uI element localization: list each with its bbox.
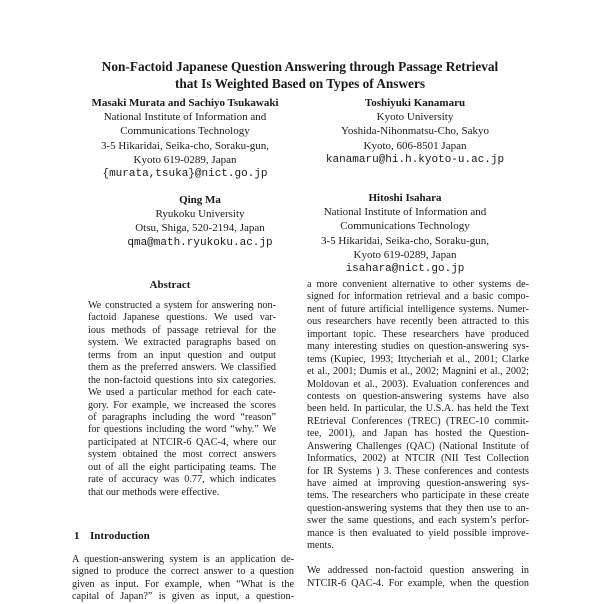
- affiliation-line: Ryukoku University: [155, 208, 245, 221]
- abstract-line: of paragraphs including the word “reason”: [88, 411, 276, 423]
- section-number: 1: [74, 530, 80, 542]
- author-block-murata-tsukawaki: [80, 96, 290, 181]
- body-line: signed for information retrieval and a basic compo-: [307, 291, 529, 303]
- body-line: many interesting studies on question-answering sys-: [307, 341, 529, 353]
- affiliation-line: Yoshida-Nihonmatsu-Cho, Sakyo: [340, 125, 489, 138]
- body-line: ous researchers have recently been attracted to this: [307, 316, 529, 328]
- abstract-line: terms from an input question and output: [88, 349, 276, 361]
- affiliation-line: Kyoto 619-0289, Japan: [353, 248, 457, 261]
- paragraph-gap: [307, 553, 529, 565]
- body-line: Moldovan et al., 2003). Evaluation conferences and: [307, 378, 529, 390]
- affiliation-line: Communications Technology: [120, 125, 250, 138]
- body-line: tems. The researchers who participate in these create: [307, 490, 529, 502]
- abstract-heading: Abstract: [149, 279, 191, 291]
- section-heading-introduction: [74, 530, 150, 542]
- affiliation-line: Communications Technology: [340, 220, 470, 233]
- body-line: et al., 2001; Dumis et al., 2002; Magnini et al., 2002;: [307, 366, 529, 378]
- author-name: Hitoshi Isahara: [368, 192, 442, 204]
- abstract-line: We used a particular method for each cate-: [88, 387, 276, 399]
- affiliation-line: Kyoto, 606-8501 Japan: [363, 139, 467, 152]
- abstract-line: the non-factoid questions into six categories.: [88, 374, 276, 386]
- author-block-isahara: [295, 191, 515, 276]
- affiliation-line: Otsu, Shiga, 520-2194, Japan: [135, 222, 265, 235]
- section-title: Introduction: [90, 530, 150, 542]
- affiliation-line: National Institute of Information and: [323, 206, 487, 219]
- abstract-line: We constructed a system for answering non-: [88, 300, 276, 311]
- body-line: NTCIR-6 QAC-4. For example, when the question: [307, 577, 529, 589]
- author-email[interactable]: kanamaru@hi.h.kyoto-u.ac.jp: [325, 153, 505, 166]
- intro-body: [72, 554, 294, 604]
- body-line: have aimed at improving question-answering sys-: [307, 478, 529, 489]
- affiliation-line: National Institute of Information and: [103, 111, 267, 124]
- author-name: Masaki Murata and Sachiyo Tsukawaki: [91, 97, 279, 109]
- intro-line: capital of Japan?” is given as input, a question-: [72, 591, 294, 603]
- abstract-line: gory. For example, we increased the scores: [88, 399, 276, 411]
- abstract-line: for questions including the word “why.” We: [88, 424, 276, 436]
- body-line: Answering Challenges (QAC) (National Institute of: [307, 440, 529, 452]
- body-line: been held. In particular, the U.S.A. has held the Text: [307, 403, 529, 415]
- body-line: important topic. These researchers have produced: [307, 328, 529, 340]
- body-line: ments.: [307, 540, 334, 552]
- author-block-kanamaru: [305, 96, 525, 167]
- author-email[interactable]: isahara@nict.go.jp: [345, 263, 465, 276]
- body-line: for IR Systems ) 3. These conferences and contests: [307, 465, 529, 477]
- affiliation-line: 3-5 Hikaridai, Seika-cho, Soraku-gun,: [100, 139, 269, 152]
- abstract-body: [88, 300, 276, 499]
- body-line: Informatics, 2002) at NTCIR (NII Test Collection: [307, 453, 529, 465]
- affiliation-line: 3-5 Hikaridai, Seika-cho, Soraku-gun,: [320, 234, 489, 247]
- body-line: swer the same questions, and each system’s perfor-: [307, 515, 529, 527]
- body-line: mance is then evaluated to yield possible improve-: [307, 527, 529, 539]
- abstract-line: them as the preferred answers. We classified: [88, 362, 276, 374]
- author-email[interactable]: qma@math.ryukoku.ac.jp: [127, 236, 273, 249]
- body-line: nent of future artificial intelligence systems. Numer-: [307, 303, 529, 315]
- right-column-body: [307, 279, 529, 590]
- abstract-line: rate of accuracy was 0.77, which indicates: [88, 474, 276, 486]
- paper-title: [60, 58, 540, 92]
- body-line: tems (Kupiec, 1993; Ittycheriah et al., 2001; Clarke: [307, 353, 529, 365]
- abstract-line: system obtained the most correct answers: [88, 449, 276, 461]
- abstract-line: that our methods were effective.: [88, 486, 220, 498]
- title-line: that Is Weighted Based on Types of Answers: [174, 76, 426, 91]
- abstract-line: system. We extracted paragraphs based on: [88, 337, 276, 349]
- author-name: Toshiyuki Kanamaru: [364, 97, 466, 109]
- body-line: REtrieval Conferences (TREC) (TREC-10 commit-: [307, 415, 529, 427]
- abstract-line: ious methods of passage retrieval for the: [88, 324, 276, 336]
- author-email[interactable]: {murata,tsuka}@nict.go.jp: [102, 168, 268, 181]
- author-block-ma: [100, 193, 300, 250]
- body-line: question-answering systems that they then use to an-: [307, 502, 529, 514]
- intro-line: signed to produce the correct answer to a question: [72, 566, 294, 578]
- title-line: Non-Factoid Japanese Question Answering through Passage Retrieval: [101, 59, 499, 74]
- abstract-line: participated at NTCIR-6 QAC-4, where our: [88, 436, 276, 448]
- body-line: We addressed non-factoid question answering in: [307, 565, 529, 577]
- intro-line: A question-answering system is an application de-: [72, 554, 294, 565]
- author-name: Qing Ma: [179, 194, 221, 206]
- affiliation-line: Kyoto University: [376, 111, 454, 124]
- body-line: a more convenient alternative to other systems de-: [307, 279, 529, 290]
- body-line: contests on question-answering systems have also: [307, 390, 529, 402]
- abstract-line: factoid Japanese questions. We used var-: [88, 312, 276, 324]
- affiliation-line: Kyoto 619-0289, Japan: [133, 153, 237, 166]
- body-line: tee, 2001), and Japan has hosted the Question-: [307, 428, 529, 440]
- abstract-line: out of all the eight participating teams. The: [88, 461, 276, 473]
- intro-line: given as input. For example, when “What is the: [72, 578, 294, 590]
